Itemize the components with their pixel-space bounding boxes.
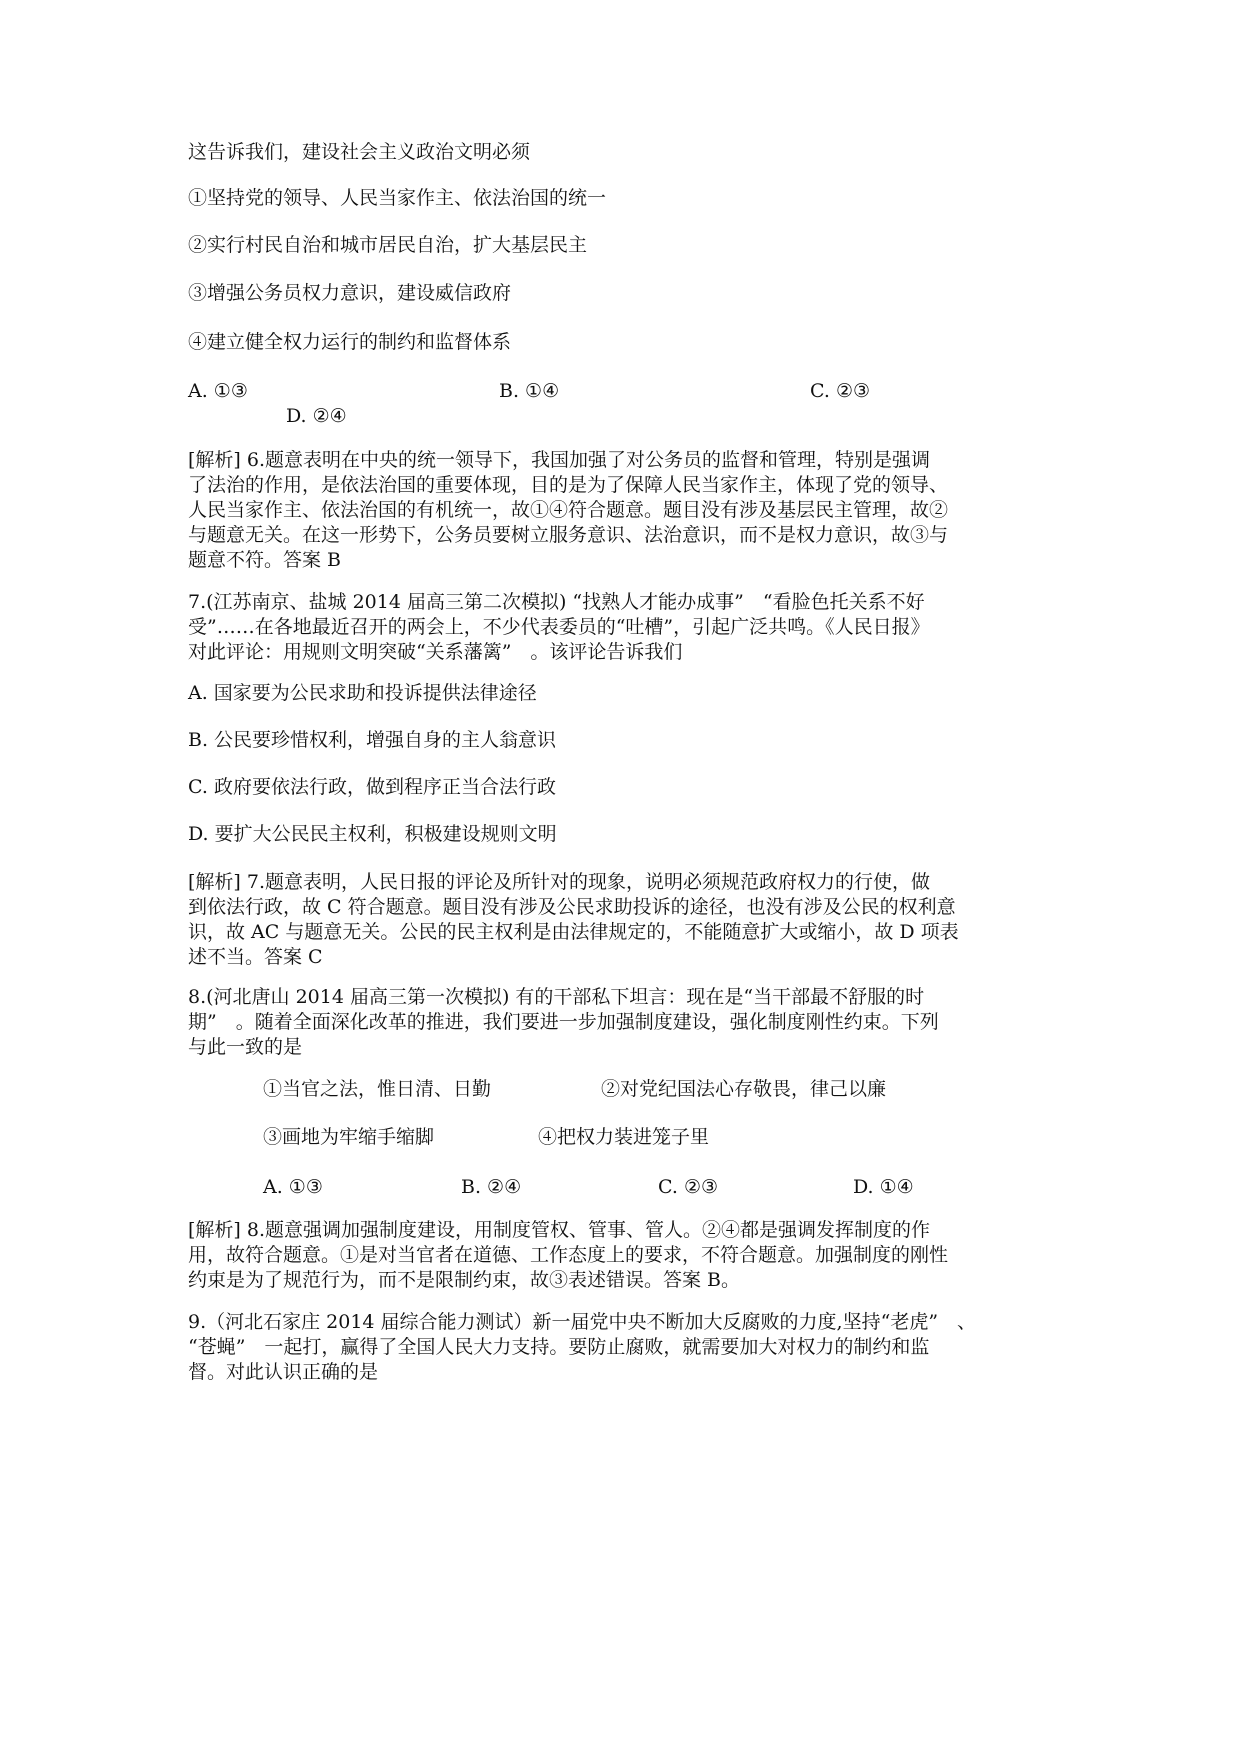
question-8-line: 8.(河北唐山 2014 届高三第一次模拟) 有的干部私下坦言：现在是“当干部最不舒服的时 — [188, 986, 925, 1008]
analysis-6 — [188, 448, 948, 573]
q5-option-c: C. ②③ — [810, 380, 871, 402]
q8-item-4: ④把权力装进笼子里 — [538, 1126, 710, 1148]
question-9 — [188, 1310, 976, 1385]
question-9-line: 督。对此认识正确的是 — [188, 1361, 379, 1383]
q8-item-2: ②对党纪国法心存敬畏，律己以廉 — [601, 1078, 887, 1100]
analysis-8-line: [解析] 8.题意强调加强制度建设，用制度管权、管事、管人。②④都是强调发挥制度的作 — [188, 1219, 930, 1241]
q8-option-b: B. ②④ — [461, 1176, 522, 1198]
q5-option-a: A. ①③ — [188, 380, 248, 402]
q7-option-c: C. 政府要依法行政，做到程序正当合法行政 — [188, 776, 556, 798]
analysis-7-line: [解析] 7.题意表明，人民日报的评论及所针对的现象，说明必须规范政府权力的行使，做 — [188, 871, 930, 893]
q5-item-2: ②实行村民自治和城市居民自治，扩大基层民主 — [188, 234, 588, 256]
question-7-line: 7.(江苏南京、盐城 2014 届高三第二次模拟) “找熟人才能办成事” “看脸色托关系不好 — [188, 591, 925, 613]
q7-option-b: B. 公民要珍惜权利，增强自身的主人翁意识 — [188, 729, 557, 751]
q5-item-1: ①坚持党的领导、人民当家作主、依法治国的统一 — [188, 187, 607, 209]
analysis-7-line: 识，故 AC 与题意无关。公民的民主权利是由法律规定的，不能随意扩大或缩小，故 D 项表 — [188, 921, 959, 943]
question-7-line: 对此评论：用规则文明突破“关系藩篱” 。该评论告诉我们 — [188, 641, 683, 663]
question-8 — [188, 985, 939, 1060]
q5-stem: 这告诉我们，建设社会主义政治文明必须 — [188, 141, 531, 163]
question-8-line: 期” 。随着全面深化改革的推进，我们要进一步加强制度建设，强化制度刚性约束。下列 — [188, 1011, 939, 1033]
analysis-6-line: 了法治的作用，是依法治国的重要体现，目的是为了保障人民当家作主，体现了党的领导、 — [188, 474, 949, 496]
question-7-line: 受”……在各地最近召开的两会上，不少代表委员的“吐槽”，引起广泛共鸣。《人民日报》 — [188, 616, 930, 638]
q7-option-d: D. 要扩大公民民主权利，积极建设规则文明 — [188, 823, 557, 845]
q8-option-c: C. ②③ — [658, 1176, 719, 1198]
question-9-line: 9.（河北石家庄 2014 届综合能力测试）新一届党中央不断加大反腐败的力度,坚持“老虎” 、 — [188, 1311, 977, 1333]
analysis-8-line: 用，故符合题意。①是对当官者在道德、工作态度上的要求，不符合题意。加强制度的刚性 — [188, 1244, 949, 1266]
question-7 — [188, 590, 930, 665]
q5-item-4: ④建立健全权力运行的制约和监督体系 — [188, 331, 512, 353]
q8-item-1: ①当官之法，惟日清、日勤 — [263, 1078, 492, 1100]
analysis-8 — [188, 1218, 948, 1293]
q8-option-d: D. ①④ — [853, 1176, 914, 1198]
analysis-6-line: 题意不符。答案 B — [188, 549, 342, 571]
analysis-7 — [188, 870, 959, 970]
q7-option-a: A. 国家要为公民求助和投诉提供法律途径 — [188, 682, 537, 704]
analysis-6-line: 人民当家作主、依法治国的有机统一，故①④符合题意。题目没有涉及基层民主管理，故② — [188, 499, 949, 521]
question-9-line: “苍蝇” 一起打，赢得了全国人民大力支持。要防止腐败，就需要加大对权力的制约和监 — [188, 1336, 930, 1358]
q8-item-3: ③画地为牢缩手缩脚 — [263, 1126, 435, 1148]
analysis-6-line: [解析] 6.题意表明在中央的统一领导下，我国加强了对公务员的监督和管理，特别是强调 — [188, 449, 930, 471]
analysis-8-line: 约束是为了规范行为，而不是限制约束，故③表述错误。答案 B。 — [188, 1269, 741, 1291]
q5-item-3: ③增强公务员权力意识，建设威信政府 — [188, 282, 512, 304]
q5-option-b: B. ①④ — [499, 380, 560, 402]
q8-option-a: A. ①③ — [263, 1176, 323, 1198]
q5-option-d: D. ②④ — [286, 405, 347, 427]
analysis-7-line: 述不当。答案 C — [188, 946, 323, 968]
analysis-7-line: 到依法行政，故 C 符合题意。题目没有涉及公民求助投诉的途径，也没有涉及公民的权利意 — [188, 896, 956, 918]
question-8-line: 与此一致的是 — [188, 1036, 303, 1058]
analysis-6-line: 与题意无关。在这一形势下，公务员要树立服务意识、法治意识，而不是权力意识，故③与 — [188, 524, 949, 546]
